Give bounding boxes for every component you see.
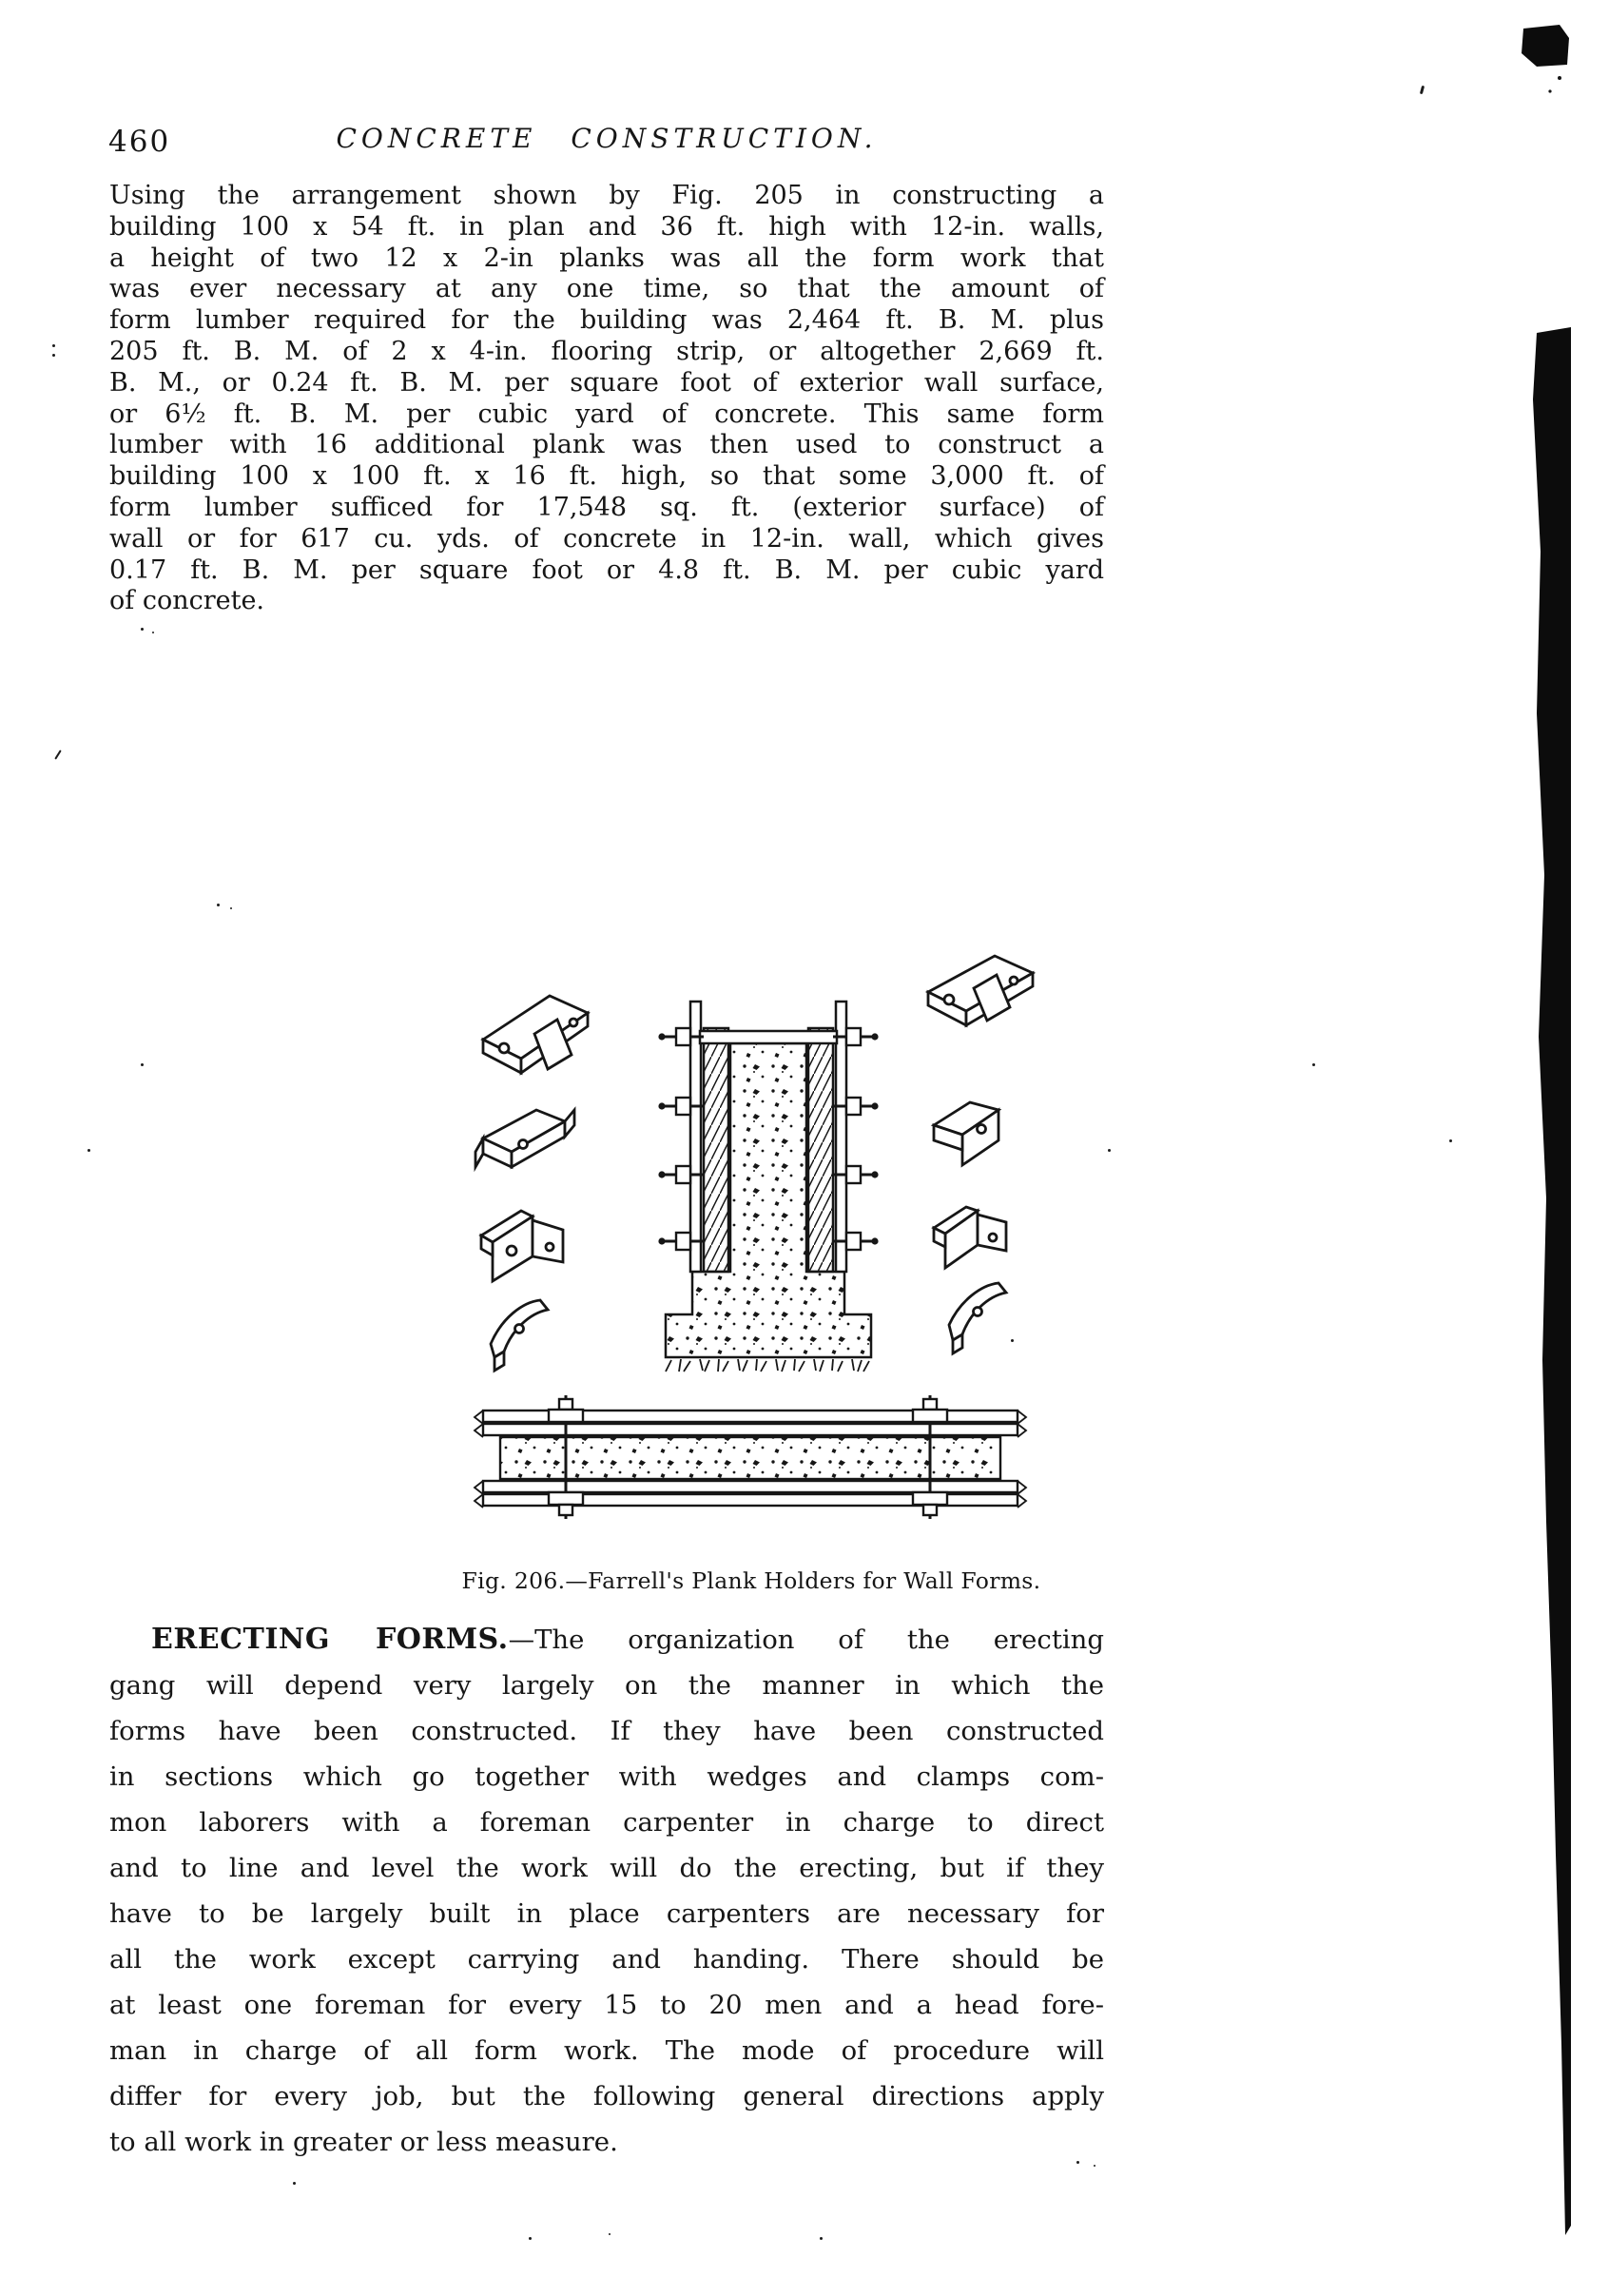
scan-speck (1011, 1339, 1014, 1342)
scan-artifact-blob (1522, 25, 1569, 67)
text-line: or 6½ ft. B. M. per cubic yard of concrete. This same form (109, 399, 1104, 429)
body-paragraph-2 (109, 1617, 1104, 2165)
scan-speck (230, 907, 232, 909)
scan-speck (152, 632, 154, 633)
text-line: Using the arrangement shown by Fig. 205 in constructing a (109, 181, 1104, 210)
text-line: a height of two 12 x 2-in planks was all the form work that (109, 243, 1104, 273)
scan-speck (52, 354, 55, 357)
ground-grass (666, 1359, 869, 1372)
text-line: differ for every job, but the following general directions apply (109, 2081, 1104, 2111)
text-line: was ever necessary at any one time, so that the amount of (109, 274, 1104, 304)
scan-speck (293, 2182, 296, 2185)
scan-artifact-right-edge (1510, 0, 1609, 2296)
text-line: mon laborers with a foreman carpenter in charge to direct (109, 1807, 1104, 1838)
plank-holder-corner (481, 1211, 563, 1281)
scan-speck (141, 1063, 144, 1066)
text-line: 0.17 ft. B. M. per square foot or 4.8 ft. B. M. per cubic yard (109, 555, 1104, 585)
plank-holder-channel (475, 1110, 574, 1167)
text-line: man in charge of all form work. The mode of procedure will (109, 2035, 1104, 2066)
right-form-planks (808, 1028, 833, 1272)
scan-speck (141, 628, 144, 631)
scan-speck (1094, 2165, 1095, 2167)
text-line: all the work except carrying and handing. There should be (109, 1944, 1104, 1975)
text-line: building 100 x 54 ft. in plan and 36 ft. high with 12-in. walls, (109, 211, 1104, 242)
plank-holder-curved (491, 1300, 548, 1371)
plank-holder-curved (949, 1283, 1006, 1353)
scan-speck (217, 904, 220, 906)
text-line: in sections which go together with wedges and clamps com- (109, 1761, 1104, 1792)
left-form-planks (704, 1028, 728, 1272)
text-line: B. M., or 0.24 ft. B. M. per square foot of exterior wall surface, (109, 367, 1104, 398)
text-line: to all work in greater or less measure. (109, 2127, 618, 2157)
section-heading: ERECTING FORMS. (151, 1623, 509, 1656)
concrete-wall-section (500, 1437, 1000, 1479)
text-line: lumber with 16 additional plank was then used to construct a (109, 430, 1104, 460)
scan-speck (1076, 2161, 1079, 2164)
text-run: —The organization of the erecting (508, 1625, 1104, 1655)
scan-speck (820, 2237, 823, 2240)
scan-speck (1449, 1139, 1452, 1142)
text-line: forms have been constructed. If they have been constructed (109, 1716, 1104, 1746)
scan-artifact-bar (1533, 327, 1571, 2235)
body-paragraph-1 (109, 181, 1104, 617)
plank-holder-tee (483, 996, 588, 1073)
scan-speck (1108, 1149, 1111, 1152)
top-cap-plank (700, 1031, 837, 1043)
scan-speck (54, 749, 62, 759)
wall-elevation-drawing (658, 1002, 878, 1372)
right-plank-holders (928, 956, 1033, 1353)
figure-caption: Fig. 206.—Farrell's Plank Holders for Wall Forms. (461, 1567, 1041, 1594)
text-line: building 100 x 100 ft. x 16 ft. high, so that some 3,000 ft. of (109, 461, 1104, 492)
scan-speck (87, 1149, 90, 1152)
plank-holder-plate (934, 1207, 1006, 1268)
left-plank-holders (475, 996, 588, 1371)
scan-speck (609, 2233, 611, 2235)
text-line: at least one foreman for every 15 to 20 men and a head fore- (109, 1990, 1104, 2020)
text-line (109, 1617, 1104, 1663)
page-number: 460 (108, 125, 171, 159)
figure-206-illustration (455, 937, 1049, 1550)
scan-speck (1312, 1063, 1315, 1066)
text-line: form lumber required for the building was 2,464 ft. B. M. plus (109, 305, 1104, 336)
scan-speck (529, 2237, 532, 2240)
wall-plan-section-drawing (475, 1395, 1026, 1519)
text-line: form lumber sufficed for 17,548 sq. ft. (exterior surface) of (109, 492, 1104, 522)
text-line: have to be largely built in place carpenters are necessary for (109, 1898, 1104, 1929)
running-head: CONCRETE CONSTRUCTION. (336, 123, 878, 154)
text-line: wall or for 617 cu. yds. of concrete in 12-in. wall, which gives (109, 523, 1104, 554)
text-line: 205 ft. B. M. of 2 x 4-in. flooring strip, or altogether 2,669 ft. (109, 336, 1104, 366)
plank-holder-tee (928, 956, 1033, 1025)
scan-speck (1420, 86, 1425, 94)
text-line: and to line and level the work will do the erecting, but if they (109, 1853, 1104, 1883)
plank-holder-corner (934, 1102, 998, 1165)
text-line: gang will depend very largely on the manner in which the (109, 1670, 1104, 1701)
scan-speck (52, 344, 55, 347)
text-line: of concrete. (109, 586, 265, 616)
